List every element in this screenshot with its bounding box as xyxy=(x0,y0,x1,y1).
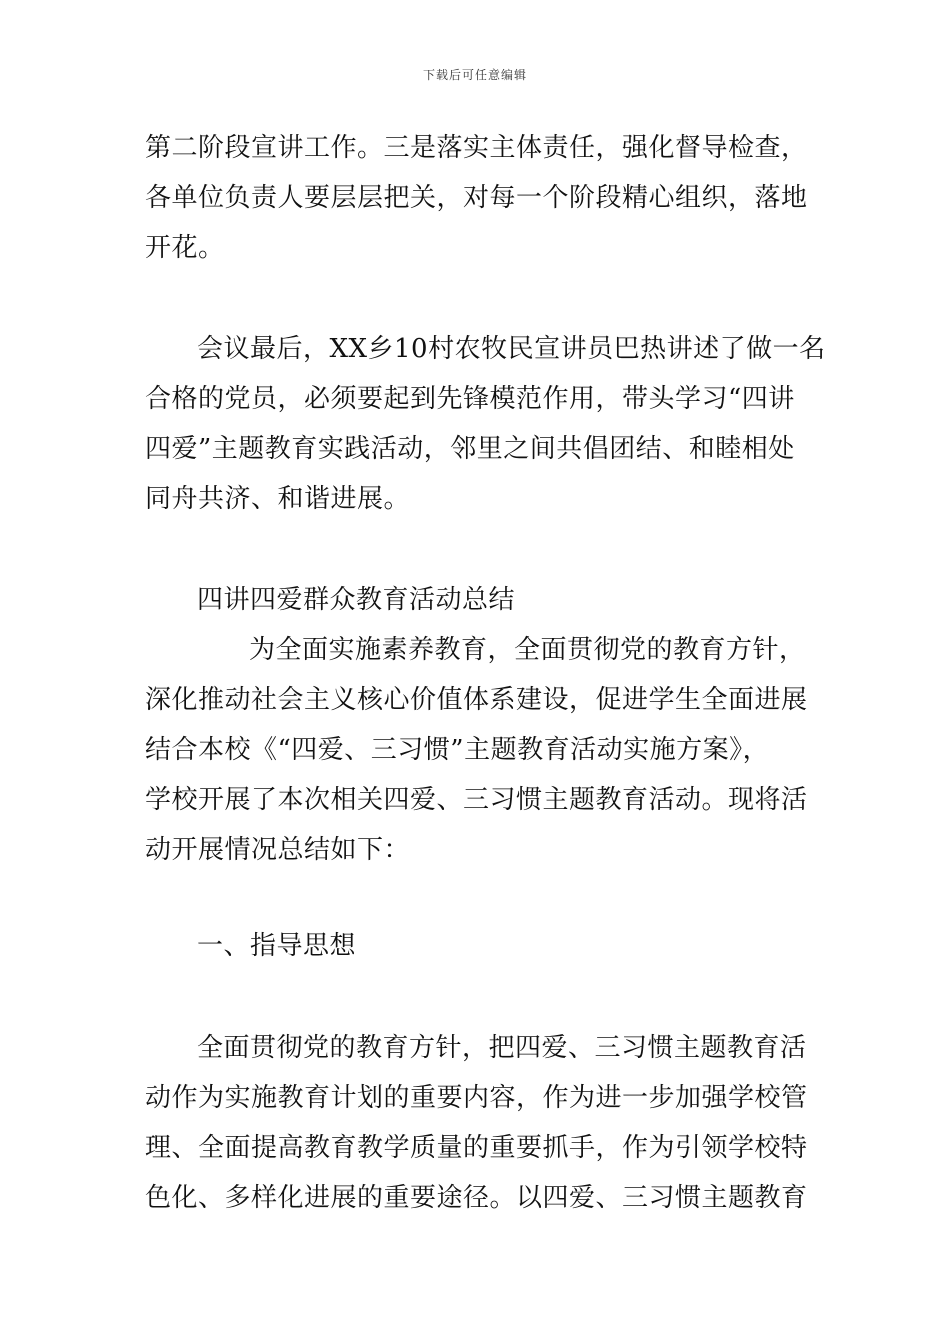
text-line: 四爱”主题教育实践活动，邻里之间共倡团结、和睦相处 xyxy=(145,434,795,464)
text-line: 动作为实施教育计划的重要内容，作为进一步加强学校管 xyxy=(145,1083,808,1113)
text-line: 深化推动社会主义核心价值体系建设，促进学生全面进展 xyxy=(145,685,808,715)
text-line: 结合本校《“四爱、三习惯”主题教育活动实施方案》， xyxy=(145,735,770,765)
text-line: 会议最后，XX乡10村农牧民宣讲员巴热讲述了做一名 xyxy=(197,334,826,364)
text-line: 一、指导思想 xyxy=(197,931,357,961)
text-line: 开花。 xyxy=(145,233,225,263)
text-line: 理、全面提高教育教学质量的重要抓手，作为引领学校特 xyxy=(145,1133,808,1163)
text-line: 四讲四爱群众教育活动总结 xyxy=(197,585,516,615)
page-header: 下载后可任意编辑 xyxy=(422,68,527,82)
text-line: 为全面实施素养教育，全面贯彻党的教育方针， xyxy=(249,635,806,665)
text-line: 动开展情况总结如下： xyxy=(145,835,411,865)
text-line: 各单位负责人要层层把关，对每一个阶段精心组织，落地 xyxy=(145,183,808,213)
text-line: 色化、多样化进展的重要途径。以四爱、三习惯主题教育 xyxy=(145,1183,808,1213)
text-line: 学校开展了本次相关四爱、三习惯主题教育活动。现将活 xyxy=(145,785,808,815)
text-line: 合格的党员，必须要起到先锋模范作用，带头学习“四讲 xyxy=(145,384,795,414)
text-line: 全面贯彻党的教育方针，把四爱、三习惯主题教育活 xyxy=(197,1033,807,1063)
text-line: 第二阶段宣讲工作。三是落实主体责任，强化督导检查， xyxy=(145,133,808,163)
text-line: 同舟共济、和谐进展。 xyxy=(145,484,411,514)
